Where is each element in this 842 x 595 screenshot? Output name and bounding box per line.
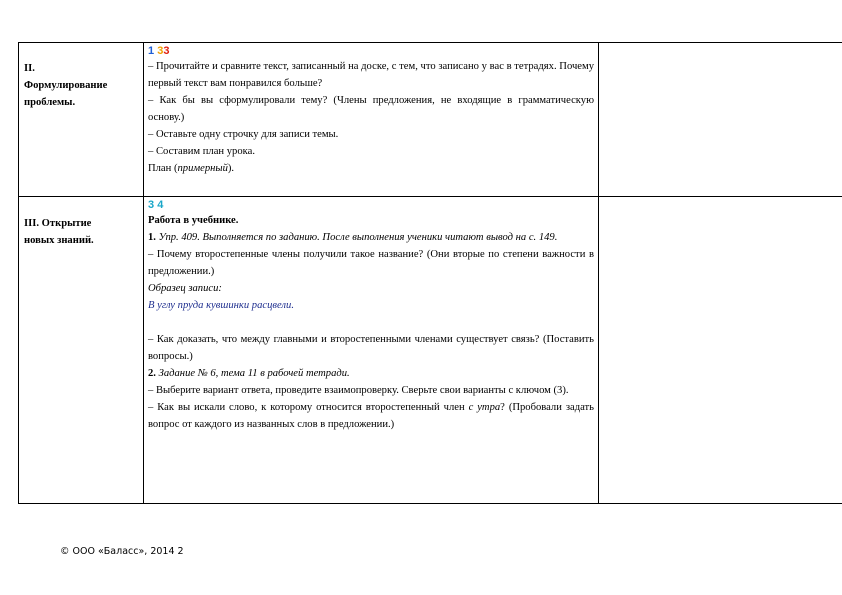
activity-markers [148,45,594,58]
plan-italic: примерный [177,163,228,174]
stage-line: Формулирование [24,80,108,91]
column-divider-2 [598,42,599,504]
question-line: – Почему второстепенные члены получили такое название? (Они вторые по степени важности в предложении.) [148,249,594,277]
question-line: – Как доказать, что между главными и второстепенными членами существует связь? (Поставить вопросы.) [148,334,594,362]
marker: 3 [148,199,155,211]
content-cell-discovery [148,199,594,433]
content-cell-formulation [148,45,594,177]
section-heading: Работа в учебнике. [148,215,239,226]
marker: 4 [157,199,164,211]
table-left-border [18,42,19,504]
task-number: 2. [148,368,156,379]
activity-markers [148,199,594,212]
table-top-border [18,42,842,43]
question-line: – Составим план урока. [148,146,255,157]
task-number: 1. [148,232,156,243]
q4-prefix: – Как вы искали слово, к которому относится второстепенный член [148,402,469,413]
stage-line: III. Открытие [24,218,92,229]
task-2 [148,365,594,382]
row-divider [18,196,842,197]
sample-label: Образец записи: [148,283,222,294]
q4-suffix: ? (Пробовали задать вопрос от каждого из названных слов в предложении.) [148,402,594,430]
footer-copyright: © ООО «Баласс», 2014 2 [60,546,184,557]
stage-cell-formulation [24,60,140,111]
sample-text: В углу пруда кувшинки расцвели. [148,300,294,311]
marker: 3 [157,45,164,57]
plan-suffix: ). [227,163,235,174]
stage-cell-discovery [24,215,140,249]
column-divider-1 [143,42,144,504]
marker: 1 [148,45,155,57]
marker: 3 [163,45,170,57]
plan-prefix: План ( [148,163,178,174]
task-text: Задание № 6, тема 11 в рабочей тетради. [158,368,350,379]
task-text: Упр. 409. Выполняется по заданию. После выполнения ученики читают вывод на с. 149. [158,232,558,243]
table-bottom-border [18,503,842,504]
plan-line [148,160,594,177]
stage-line: проблемы. [24,97,76,108]
q4-italic: с утра [468,402,501,413]
stage-line: новых знаний. [24,235,94,246]
question-line [148,399,594,433]
task-1 [148,229,594,246]
question-line: – Выберите вариант ответа, проведите взаимопроверку. Сверьте свои варианты с ключом (3). [148,385,569,396]
question-line: – Прочитайте и сравните текст, записанный на доске, с тем, что записано у вас в тетрадях. Почему первый текст вам понравился больше? [148,61,594,89]
question-line: – Как бы вы сформулировали тему? (Члены предложения, не входящие в грамматическую основу.) [148,95,594,123]
stage-line: II. [24,63,35,74]
question-line: – Оставьте одну строчку для записи темы. [148,129,339,140]
